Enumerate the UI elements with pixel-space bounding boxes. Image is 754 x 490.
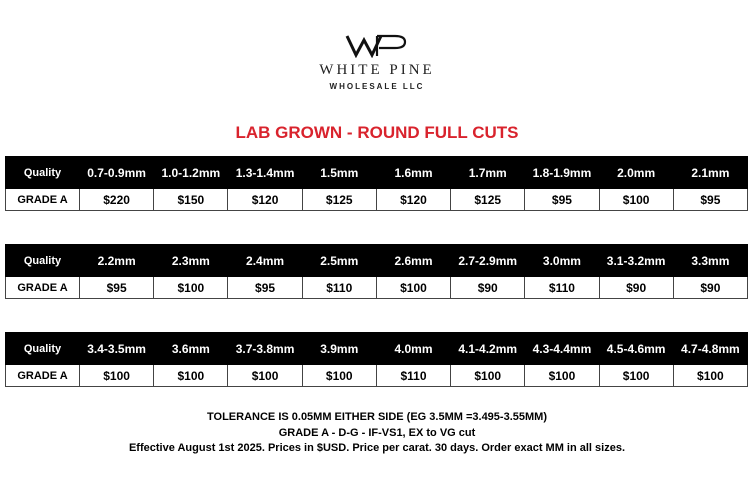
- size-header: 4.7-4.8mm: [673, 333, 747, 365]
- size-header: 2.1mm: [673, 157, 747, 189]
- size-header: 2.5mm: [302, 245, 376, 277]
- company-logo: [0, 32, 754, 91]
- size-header: 1.5mm: [302, 157, 376, 189]
- grade-note: GRADE A - D-G - IF-VS1, EX to VG cut: [278, 426, 476, 439]
- price-cell: $120: [376, 189, 450, 211]
- price-cell: $220: [80, 189, 154, 211]
- price-cell: $100: [154, 365, 228, 387]
- price-cell: $125: [302, 189, 376, 211]
- price-cell: $90: [599, 277, 673, 299]
- size-header-row: [6, 157, 748, 189]
- effective-note: Effective August 1st 2025. Prices in $USD. Price per carat. 30 days. Order exact MM in all sizes.: [128, 442, 626, 454]
- size-header: 3.7-3.8mm: [228, 333, 302, 365]
- price-cell: $110: [376, 365, 450, 387]
- size-header: 2.7-2.9mm: [451, 245, 525, 277]
- price-cell: $100: [228, 365, 302, 387]
- size-header-row: [6, 333, 748, 365]
- price-cell: $100: [599, 189, 673, 211]
- price-table-1: [5, 156, 748, 211]
- price-cell: $100: [376, 277, 450, 299]
- size-header: 3.1-3.2mm: [599, 245, 673, 277]
- size-header: 2.6mm: [376, 245, 450, 277]
- price-row: [6, 189, 748, 211]
- price-cell: $90: [673, 277, 747, 299]
- page-title: LAB GROWN - ROUND FULL CUTS: [235, 123, 519, 142]
- size-header-row: [6, 245, 748, 277]
- tolerance-note: TOLERANCE IS 0.05MM EITHER SIDE (EG 3.5MM =3.495-3.55MM): [207, 411, 547, 423]
- price-cell: $100: [525, 365, 599, 387]
- size-header: 1.3-1.4mm: [228, 157, 302, 189]
- size-header: 1.6mm: [376, 157, 450, 189]
- size-header: 3.6mm: [154, 333, 228, 365]
- price-table-2: [5, 244, 748, 299]
- price-cell: $95: [673, 189, 747, 211]
- price-cell: $100: [599, 365, 673, 387]
- size-header: 2.4mm: [228, 245, 302, 277]
- size-header: 3.4-3.5mm: [80, 333, 154, 365]
- grade-label: GRADE A: [6, 189, 80, 211]
- price-cell: $100: [302, 365, 376, 387]
- price-table-3: [5, 332, 748, 387]
- wp-monogram-icon: [345, 32, 409, 58]
- price-cell: $125: [451, 189, 525, 211]
- footer-notes: [0, 410, 754, 457]
- size-header: 3.9mm: [302, 333, 376, 365]
- price-row: [6, 277, 748, 299]
- size-header: 0.7-0.9mm: [80, 157, 154, 189]
- size-header: 3.0mm: [525, 245, 599, 277]
- price-cell: $120: [228, 189, 302, 211]
- quality-header: Quality: [6, 333, 80, 365]
- price-cell: $100: [451, 365, 525, 387]
- size-header: 1.7mm: [451, 157, 525, 189]
- size-header: 4.3-4.4mm: [525, 333, 599, 365]
- size-header: 2.0mm: [599, 157, 673, 189]
- price-cell: $100: [673, 365, 747, 387]
- size-header: 1.0-1.2mm: [154, 157, 228, 189]
- price-cell: $150: [154, 189, 228, 211]
- price-cell: $100: [80, 365, 154, 387]
- grade-label: GRADE A: [6, 277, 80, 299]
- price-cell: $95: [80, 277, 154, 299]
- size-header: 4.0mm: [376, 333, 450, 365]
- size-header: 4.1-4.2mm: [451, 333, 525, 365]
- quality-header: Quality: [6, 157, 80, 189]
- price-cell: $100: [154, 277, 228, 299]
- price-cell: $95: [525, 189, 599, 211]
- price-cell: $95: [228, 277, 302, 299]
- size-header: 2.3mm: [154, 245, 228, 277]
- price-row: [6, 365, 748, 387]
- size-header: 4.5-4.6mm: [599, 333, 673, 365]
- size-header: 1.8-1.9mm: [525, 157, 599, 189]
- price-cell: $90: [451, 277, 525, 299]
- logo-name: WHITE PINE: [319, 62, 435, 78]
- price-cell: $110: [302, 277, 376, 299]
- quality-header: Quality: [6, 245, 80, 277]
- size-header: 2.2mm: [80, 245, 154, 277]
- logo-subtitle: WHOLESALE LLC: [329, 82, 425, 91]
- grade-label: GRADE A: [6, 365, 80, 387]
- size-header: 3.3mm: [673, 245, 747, 277]
- price-cell: $110: [525, 277, 599, 299]
